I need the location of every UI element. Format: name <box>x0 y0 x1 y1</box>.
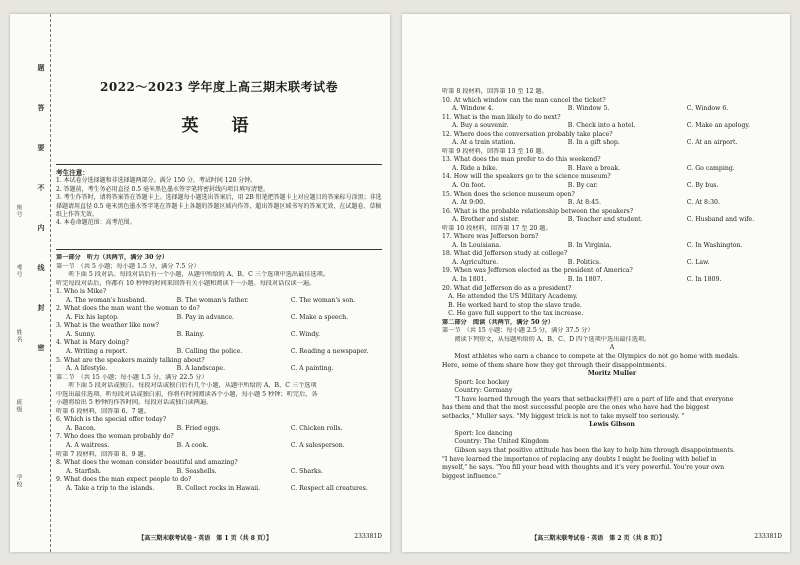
answer-option: C. Respect all creatures. <box>290 484 368 492</box>
question-text: A. He attended the US Military Academy. <box>442 293 578 301</box>
answer-option: A. Sunny. <box>66 330 96 338</box>
instruction-text: Sport: Ice hockey <box>442 378 510 386</box>
answer-option: B. Have a break. <box>567 164 621 172</box>
question-text: 20. What did Jefferson do as a president? <box>442 284 572 292</box>
answer-option: C. A painting. <box>290 365 334 373</box>
binding-label: 座号 <box>15 204 22 218</box>
answer-option: C. Chicken rolls. <box>290 424 343 432</box>
answer-option: C. Sharks. <box>290 467 323 475</box>
answer-option: B. In a gift shop. <box>567 139 620 147</box>
instruction-text: Country: The United Kingdom <box>442 438 549 446</box>
divider <box>56 249 382 250</box>
answer-option: A. At a train station. <box>452 139 516 147</box>
answer-options <box>56 365 382 374</box>
answer-option: B. Pay in advance. <box>176 313 234 321</box>
answer-option: A. Brother and sister. <box>452 216 520 224</box>
binding-label: 姓名 <box>15 329 22 343</box>
question-text: 16. What is the probable relationship between the speakers? <box>442 207 634 215</box>
question-text: 6. Which is the special offer today? <box>56 416 167 424</box>
answer-option: B. At 8:45. <box>567 199 601 207</box>
answer-option: A. At 9:00. <box>452 199 486 207</box>
answer-options <box>442 139 782 148</box>
answer-option: A. Take a trip to the islands. <box>66 484 155 492</box>
answer-options <box>56 314 382 323</box>
footer-page-label: 【高三期末联考试卷・英语 第 1 页（共 8 页）】 <box>138 535 272 542</box>
instruction-text: Gibson says that positive attitude has been the key to help him through disappointments. <box>442 446 736 454</box>
instruction-text: 中选出最佳选项。听每段对话或独白前，你将有时间阅读各个小题，每小题 5 秒钟；听完后，各 <box>56 390 318 398</box>
question-text: C. He gave full support to the tax increase. <box>442 310 584 318</box>
answer-option: B. A cook. <box>176 442 209 450</box>
answer-options <box>56 468 382 477</box>
answer-option: A. Window 4. <box>452 105 494 113</box>
answer-option: B. In Virginia. <box>567 241 612 249</box>
answer-option: A. Writing a report. <box>66 348 128 356</box>
athlete-name: Lewis Gibson <box>589 421 635 429</box>
answer-option: C. Law. <box>686 258 710 266</box>
passage-label: A <box>609 344 615 352</box>
answer-options <box>56 331 382 340</box>
answer-option: A. A lifestyle. <box>66 365 108 373</box>
answer-options <box>442 259 782 268</box>
answer-option: C. Go camping. <box>686 164 735 172</box>
page-2-body <box>442 88 782 481</box>
answer-options <box>56 485 382 494</box>
instruction-text: biggest influence." <box>442 472 501 480</box>
footer-page-label: 【高三期末联考试卷・英语 第 2 页（共 8 页）】 <box>531 535 665 542</box>
instruction-text: Sport: Ice dancing <box>442 429 513 437</box>
divider <box>56 164 382 165</box>
instruction-text: 听第 9 段材料，回答第 13 至 16 题。 <box>442 147 548 155</box>
question-text: 18. What did Jefferson study at college? <box>442 250 568 258</box>
answer-options <box>442 199 782 208</box>
notice-item: 4. 本卷命题范围：高考范围。 <box>56 219 136 227</box>
binding-label: 班级 <box>15 399 22 413</box>
question-text: 9. What does the man expect people to do? <box>56 476 192 484</box>
answer-option: A. Bacon. <box>66 424 96 432</box>
answer-options <box>442 276 782 285</box>
answer-option: B. Window 5. <box>567 105 610 113</box>
instruction-text: 第二节 （共 15 小题；每小题 1.5 分，满分 22.5 分） <box>56 373 208 381</box>
answer-options <box>442 122 782 131</box>
question-text: 15. When does the science museum open? <box>442 190 575 198</box>
question-text: 13. What does the man prefer to do this weekend? <box>442 156 601 164</box>
instruction-text: setbacks," Muller says. "My biggest trick is not to take myself too seriously. " <box>442 412 685 420</box>
instruction-text: Here, some of them share how they get through their disappointments. <box>442 361 667 369</box>
question-text: 14. How will the speakers go to the science museum? <box>442 173 611 181</box>
section-heading: 第一部分 听力（共两节，满分 30 分） <box>56 254 168 261</box>
instruction-text: Most athletes who earn a chance to compete at the Olympics do not go home with medals. <box>442 352 740 360</box>
answer-option: B. By car. <box>567 182 598 190</box>
notice-item: 3. 考生作答时，请将答案答在答题卡上。选择题每小题选出答案后，用 2B 铅笔把答题卡上对应题目的答案标号涂黑；非选择题请用直径 0.5 毫米黑色墨水签字笔在答题卡上各题的答题区域内作答，超出答题区域书写的答案无效，在试题卷、草稿纸上作答无效。 <box>56 194 382 219</box>
answer-option: C. Reading a newspaper. <box>290 348 369 356</box>
answer-options <box>442 105 782 114</box>
page-1-body <box>56 254 382 493</box>
question-text: 10. At which window can the man cancel the ticket? <box>442 96 606 104</box>
answer-option: B. Seashells. <box>176 467 217 475</box>
answer-option: B. Rainy. <box>176 330 205 338</box>
answer-option: A. Starfish. <box>66 467 102 475</box>
binding-label: 答 <box>37 104 46 112</box>
instruction-text: 听第 8 段材料，回答第 10 至 12 题。 <box>442 88 548 95</box>
section-heading: 第二部分 阅读（共两节，满分 50 分） <box>442 318 554 326</box>
answer-options <box>442 216 782 225</box>
answer-option: A. Fix his laptop. <box>66 313 120 321</box>
page-footer <box>442 533 782 542</box>
answer-option: C. In Washington. <box>686 241 743 249</box>
answer-option: B. Check into a hotel. <box>567 122 636 130</box>
answer-option: C. Husband and wife. <box>686 216 755 224</box>
instruction-text: 听下面 5 段对话。每段对话后有一个小题，从题中所给的 A、B、C 三个选项中选出最佳选项。 <box>56 271 330 279</box>
instruction-text: 第一节 （共 5 小题；每小题 1.5 分，满分 7.5 分） <box>56 262 200 270</box>
answer-option: B. In 1807. <box>567 276 603 284</box>
notice-item: 1. 本试卷分选择题和非选择题两部分。满分 150 分，考试时间 120 分钟。 <box>56 177 257 185</box>
answer-options <box>56 425 382 434</box>
binding-label: 密 <box>37 344 46 352</box>
question-text: 3. What is the weather like now? <box>56 322 159 330</box>
athlete-name: Moritz Muller <box>587 370 637 378</box>
answer-option: C. A salesperson. <box>290 442 345 450</box>
notice-header: 考生注意： <box>56 169 89 177</box>
question-text: 5. What are the speakers mainly talking about? <box>56 356 205 364</box>
notice-box <box>56 169 382 228</box>
binding-label: 题 <box>37 64 46 72</box>
answer-option: B. Politics. <box>567 258 601 266</box>
question-text: 8. What does the woman consider beautiful and amazing? <box>56 459 238 467</box>
question-text: 17. Where was Jefferson born? <box>442 233 539 241</box>
instruction-text: "I have learned the importance of replacing any doubts I might be feeling with belief in <box>442 455 717 463</box>
answer-option: B. Teacher and student. <box>567 216 643 224</box>
answer-options <box>56 442 382 451</box>
answer-option: A. Agriculture. <box>452 258 499 266</box>
binding-margin <box>10 14 51 552</box>
notice-items <box>56 177 382 227</box>
answer-option: C. At 8:30. <box>686 199 720 207</box>
answer-option: C. Window 6. <box>686 105 729 113</box>
instruction-text: 阅读下列短文，从每题所给的 A、B、C、D 四个选项中选出最佳选项。 <box>442 335 651 343</box>
binding-label: 学校 <box>15 474 22 488</box>
footer-code: 233381D <box>354 533 382 540</box>
instruction-text: 听第 7 段材料，回答第 8、9 题。 <box>56 450 150 458</box>
question-text: 1. Who is Mike? <box>56 288 107 296</box>
answer-option: C. Windy. <box>290 330 320 338</box>
instruction-text: myself," he says. "You fill your head with thoughts and it's very powerful. You're your own <box>442 464 725 472</box>
instruction-text: 听下面 5 段对话或独白。每段对话或独白后有几个小题，从题中所给的 A、B、C 三个选项 <box>56 382 317 390</box>
binding-label: 考号 <box>15 264 22 278</box>
question-text: 2. What does the man want the woman to do? <box>56 305 200 313</box>
instruction-text: "I have learned through the years that setbacks(挫折) are a part of life and that everyone <box>442 395 734 403</box>
page-footer <box>56 533 382 542</box>
answer-option: C. In 1809. <box>686 276 722 284</box>
answer-option: B. The woman's father. <box>176 296 249 304</box>
instruction-text: 听完每段对话后，你都有 10 秒钟的时间来回答有关小题和阅读下一小题。每段对话仅读一遍。 <box>56 279 316 287</box>
answer-option: B. Calling the police. <box>176 348 243 356</box>
answer-option: A. In Louisiana. <box>452 241 502 249</box>
answer-option: A. A waitress. <box>66 442 110 450</box>
exam-title: 2022～2023 学年度上高三期末联考试卷 <box>100 80 338 94</box>
answer-option: C. The woman's son. <box>290 296 356 304</box>
answer-options <box>442 165 782 174</box>
footer-code: 233381D <box>754 533 782 540</box>
subject-title: 英 语 <box>181 116 257 136</box>
question-text: 19. When was Jefferson elected as the president of America? <box>442 267 633 275</box>
answer-option: C. By bus. <box>686 182 719 190</box>
answer-options <box>56 348 382 357</box>
answer-option: C. Make a speech. <box>290 313 349 321</box>
question-text: 12. Where does the conversation probably take place? <box>442 130 613 138</box>
answer-option: A. On foot. <box>452 182 486 190</box>
binding-label: 封 <box>37 304 46 312</box>
binding-label: 内 <box>37 224 46 232</box>
binding-label: 要 <box>37 144 46 152</box>
answer-option: B. A landscape. <box>176 365 226 373</box>
instruction-text: Country: Germany <box>442 387 513 395</box>
answer-option: A. In 1801. <box>452 276 487 284</box>
notice-item: 2. 答题前，考生务必用直径 0.5 毫米黑色墨水签字笔将密封线内项目填写清楚。 <box>56 185 269 193</box>
answer-option: C. At an airport. <box>686 139 738 147</box>
answer-option: B. Collect rocks in Hawaii. <box>176 484 261 492</box>
answer-option: A. Buy a souvenir. <box>452 122 509 130</box>
instruction-text: 听第 6 段材料，回答第 6、7 题。 <box>56 407 150 415</box>
answer-option: C. Make an apology. <box>686 122 750 130</box>
question-text: 11. What is the man likely to do next? <box>442 113 561 121</box>
binding-label: 不 <box>37 184 46 192</box>
page-2 <box>402 14 790 552</box>
question-text: 4. What is Mary doing? <box>56 339 129 347</box>
answer-option: A. Ride a bike. <box>452 164 498 172</box>
answer-options <box>56 297 382 306</box>
answer-options <box>442 242 782 251</box>
page-1 <box>10 14 390 552</box>
answer-options <box>442 182 782 191</box>
instruction-text: has them and that the most successful people are the ones who have had the biggest <box>442 404 710 412</box>
question-text: 7. Who does the woman probably do? <box>56 433 174 441</box>
instruction-text: 小题将给出 5 秒钟的作答时间。每段对话或独白读两遍。 <box>56 399 213 407</box>
binding-label: 线 <box>37 264 46 272</box>
question-text: B. He worked hard to stop the slave trade. <box>442 301 582 309</box>
answer-option: B. Fried eggs. <box>176 424 221 432</box>
instruction-text: 第一节 （共 15 小题；每小题 2.5 分，满分 37.5 分） <box>442 327 594 335</box>
instruction-text: 听第 10 段材料，回答第 17 至 20 题。 <box>442 224 552 232</box>
answer-option: A. The woman's husband. <box>66 296 147 304</box>
